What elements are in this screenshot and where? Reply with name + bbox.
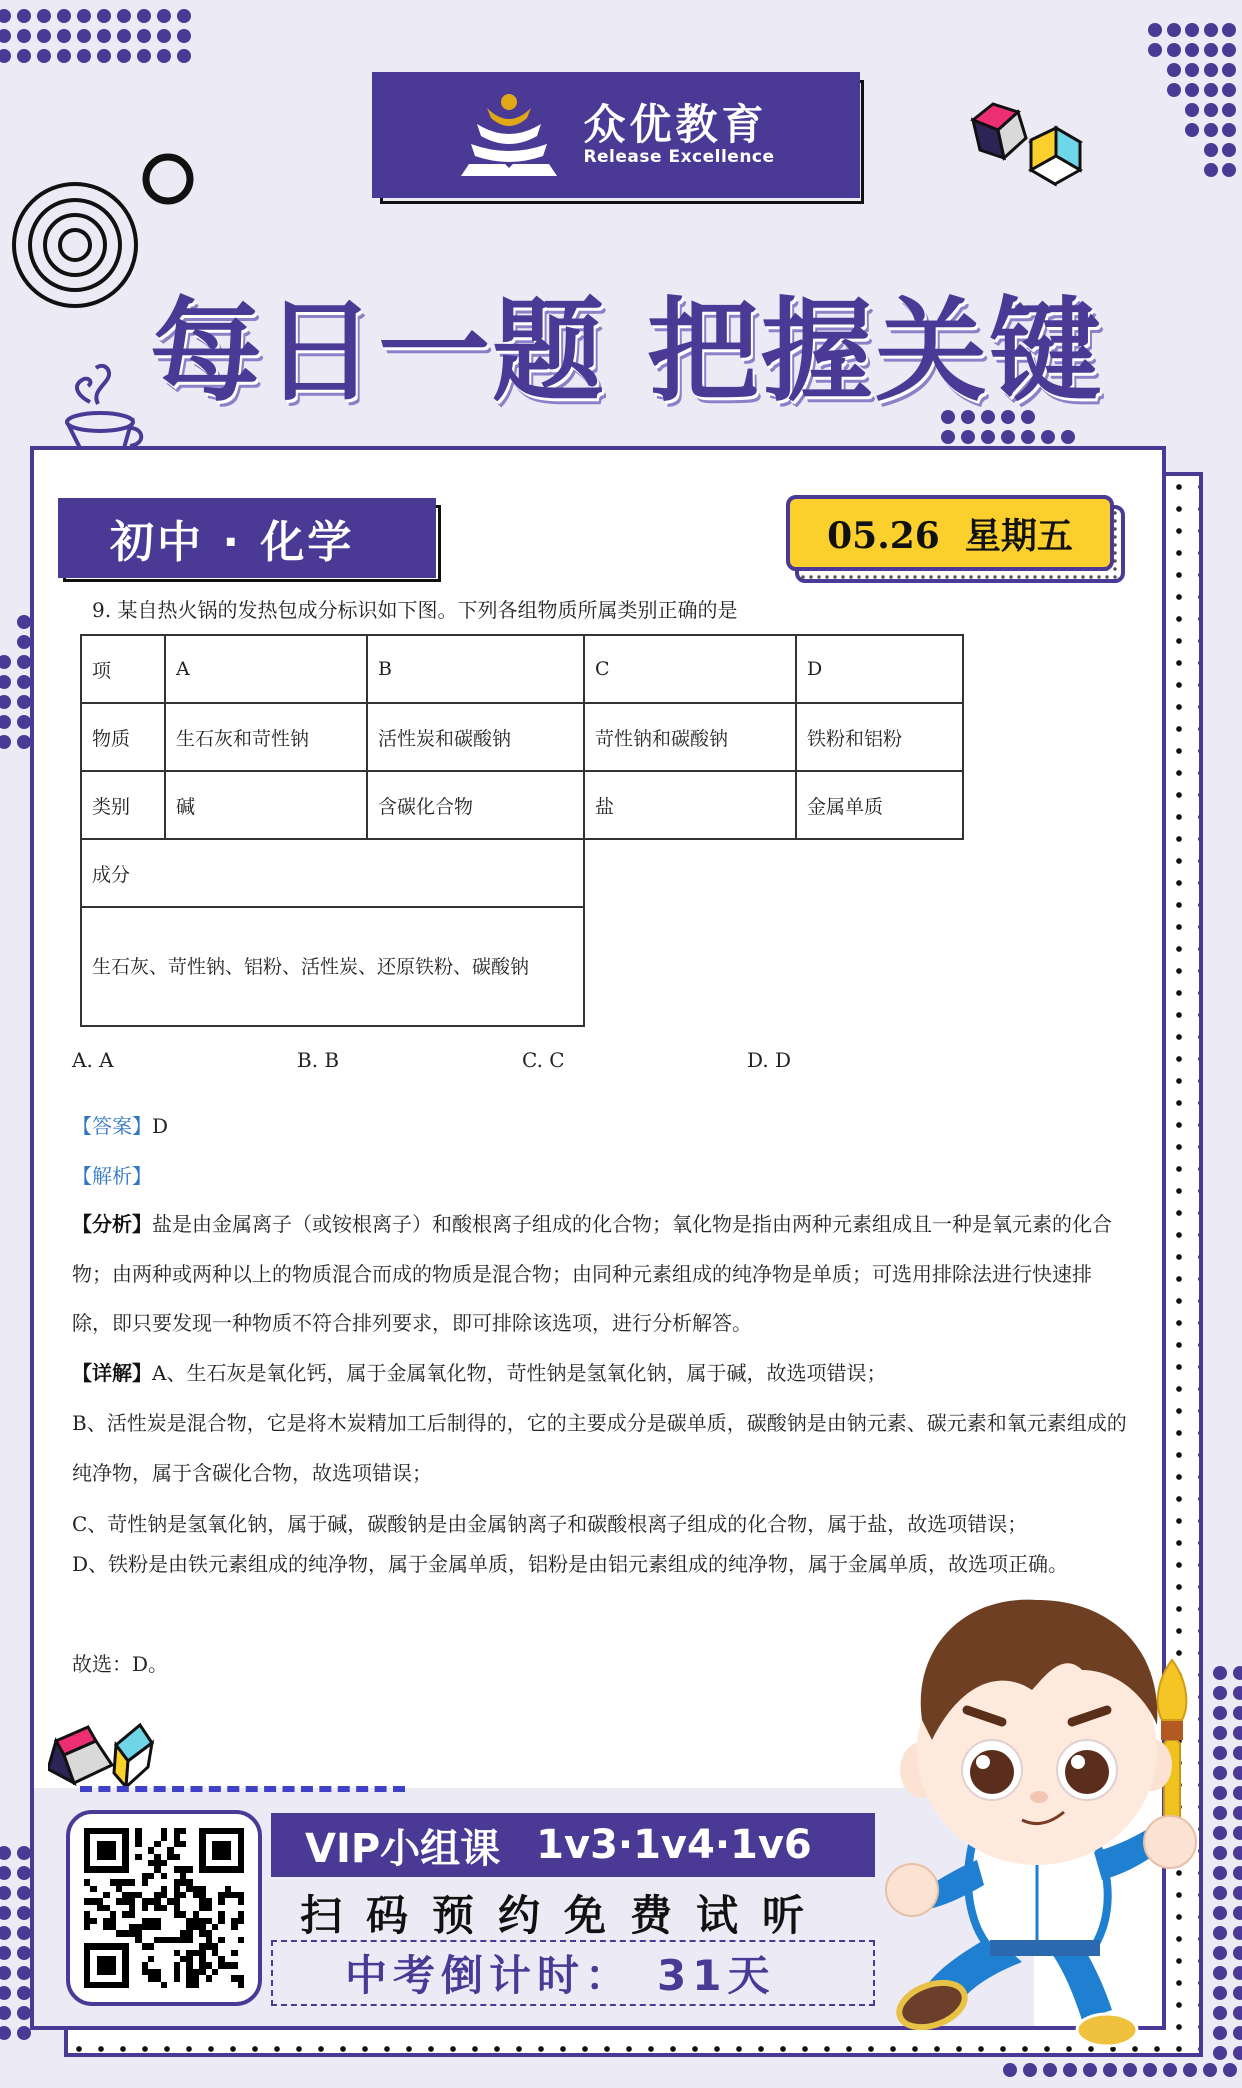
table-cell: D: [796, 635, 963, 703]
table-cell: A: [165, 635, 367, 703]
answer-label: 【答案】: [72, 1114, 152, 1138]
table-cell: 项: [81, 635, 165, 703]
table-cell: 生石灰和苛性钠: [165, 703, 367, 771]
analysis-xiangjie-b: B、活性炭是混合物，它是将木炭精加工后制得的，它的主要成分是碳单质，碳酸钠是由钠元素、碳元素和氧元素组成的纯净物，属于含碳化合物，故选项错误；: [72, 1411, 1127, 1485]
option-a: A. A: [72, 1048, 114, 1072]
student-mascot-with-brush: [872, 1590, 1212, 2060]
countdown-label: 中考倒计时：: [345, 1951, 634, 2000]
dot-pattern-left: [0, 612, 34, 752]
vip-banner: [271, 1813, 875, 1877]
brand-name-cn: 众优教育: [583, 99, 768, 149]
option-c: C. C: [522, 1048, 565, 1072]
dot-pattern-bottom-left: [0, 1843, 34, 2043]
promo-dashed-divider: [80, 1786, 405, 1792]
xiangjie-tag: 【详解】: [72, 1361, 152, 1385]
vip-formats: 1v3·1v4·1v6: [536, 1822, 812, 1868]
answer-line: [72, 1110, 168, 1139]
table-row: [81, 703, 963, 771]
answer-value: D: [152, 1114, 169, 1138]
qr-code[interactable]: [66, 1810, 262, 2006]
scan-cta: 扫码预约免费试听: [300, 1891, 829, 1940]
table-row: [81, 907, 963, 1026]
dot-pattern-bottom: [1000, 2060, 1240, 2080]
countdown-value: 31天: [657, 1951, 776, 2000]
table-row: [81, 839, 963, 907]
qr-code-pattern: [84, 1828, 244, 1988]
table-cell: 类别: [81, 771, 165, 839]
fenxi-text: 盐是由金属离子（或铵根离子）和酸根离子组成的化合物；氧化物是指由两种元素组成且一种是氧元素的化合物；由两种或两种以上的物质混合而成的物质是混合物；由同种元素组成的纯净物是单质；可选用排除法进行快速排除，即只要发现一种物质不符合排列要求，即可排除该选项，进行分析解答。: [72, 1212, 1112, 1335]
coffee-mug-icon: [58, 352, 148, 448]
target-rings-icon: [8, 178, 142, 312]
question-text: 9. 某自热火锅的发热包成分标识如下图。下列各组物质所属类别正确的是: [92, 598, 738, 622]
table-cell: B: [367, 635, 584, 703]
ring-icon: [138, 150, 198, 210]
table-row: [81, 635, 963, 703]
analysis-label: 【解析】: [72, 1164, 152, 1188]
analysis-label-line: [72, 1160, 152, 1189]
book-with-rising-sun-icon: [457, 92, 561, 178]
analysis-xiangjie-d: D、铁粉是由铁元素组成的纯净物，属于金属单质，铝粉是由铝元素组成的纯净物，属于金属单质，故选项正确。: [72, 1552, 1069, 1576]
table-row: [81, 771, 963, 839]
table-cell: 碱: [165, 771, 367, 839]
table-cell: 物质: [81, 703, 165, 771]
vip-title: VIP小组课: [305, 1825, 501, 1872]
analysis-fenxi: [72, 1200, 1127, 1349]
analysis-conclusion: 故选：D。: [72, 1652, 169, 1676]
dot-pattern-top-right: [1145, 20, 1238, 180]
table-cell: 盐: [584, 771, 796, 839]
ingredients-value-cell: 生石灰、苛性钠、铝粉、活性炭、还原铁粉、碳酸钠: [81, 907, 584, 1026]
dot-pattern-right: [1210, 1663, 1242, 2063]
page-headline: 每日一题 把握关键: [150, 287, 1103, 417]
dot-pattern-top-left: [0, 6, 194, 66]
ingredients-label-cell: 成分: [81, 839, 584, 907]
option-d: D. D: [747, 1048, 792, 1072]
xiangjie-a-text: A、生石灰是氧化钙，属于金属氧化物，苛性钠是氢氧化钠，属于碱，故选项错误；: [152, 1361, 887, 1385]
table-cell: C: [584, 635, 796, 703]
table-cell: 铁粉和铝粉: [796, 703, 963, 771]
isometric-cubes-icon: [968, 100, 1088, 190]
analysis-xiangjie-c: C、苛性钠是氢氧化钠，属于碱，碳酸钠是由金属钠离子和碳酸根离子组成的化合物，属于盐，故选项错误；: [72, 1512, 1028, 1536]
date-badge: 05.26 星期五: [786, 495, 1114, 571]
table-cell: 活性炭和碳酸钠: [367, 703, 584, 771]
isometric-cubes-icon: [48, 1717, 178, 1787]
table-cell: 金属单质: [796, 771, 963, 839]
table-cell: 含碳化合物: [367, 771, 584, 839]
option-b: B. B: [297, 1048, 340, 1072]
table-cell: 苛性钠和碳酸钠: [584, 703, 796, 771]
fenxi-tag: 【分析】: [72, 1212, 152, 1236]
answer-options: [72, 1048, 972, 1072]
countdown-box: [271, 1940, 875, 2006]
question-table: [80, 634, 964, 1027]
analysis-xiangjie-a: [72, 1349, 1127, 1399]
brand-name-en: Release Excellence: [583, 147, 775, 168]
subject-tag: 初中 · 化学: [58, 498, 436, 578]
brand-logo: [372, 72, 860, 198]
